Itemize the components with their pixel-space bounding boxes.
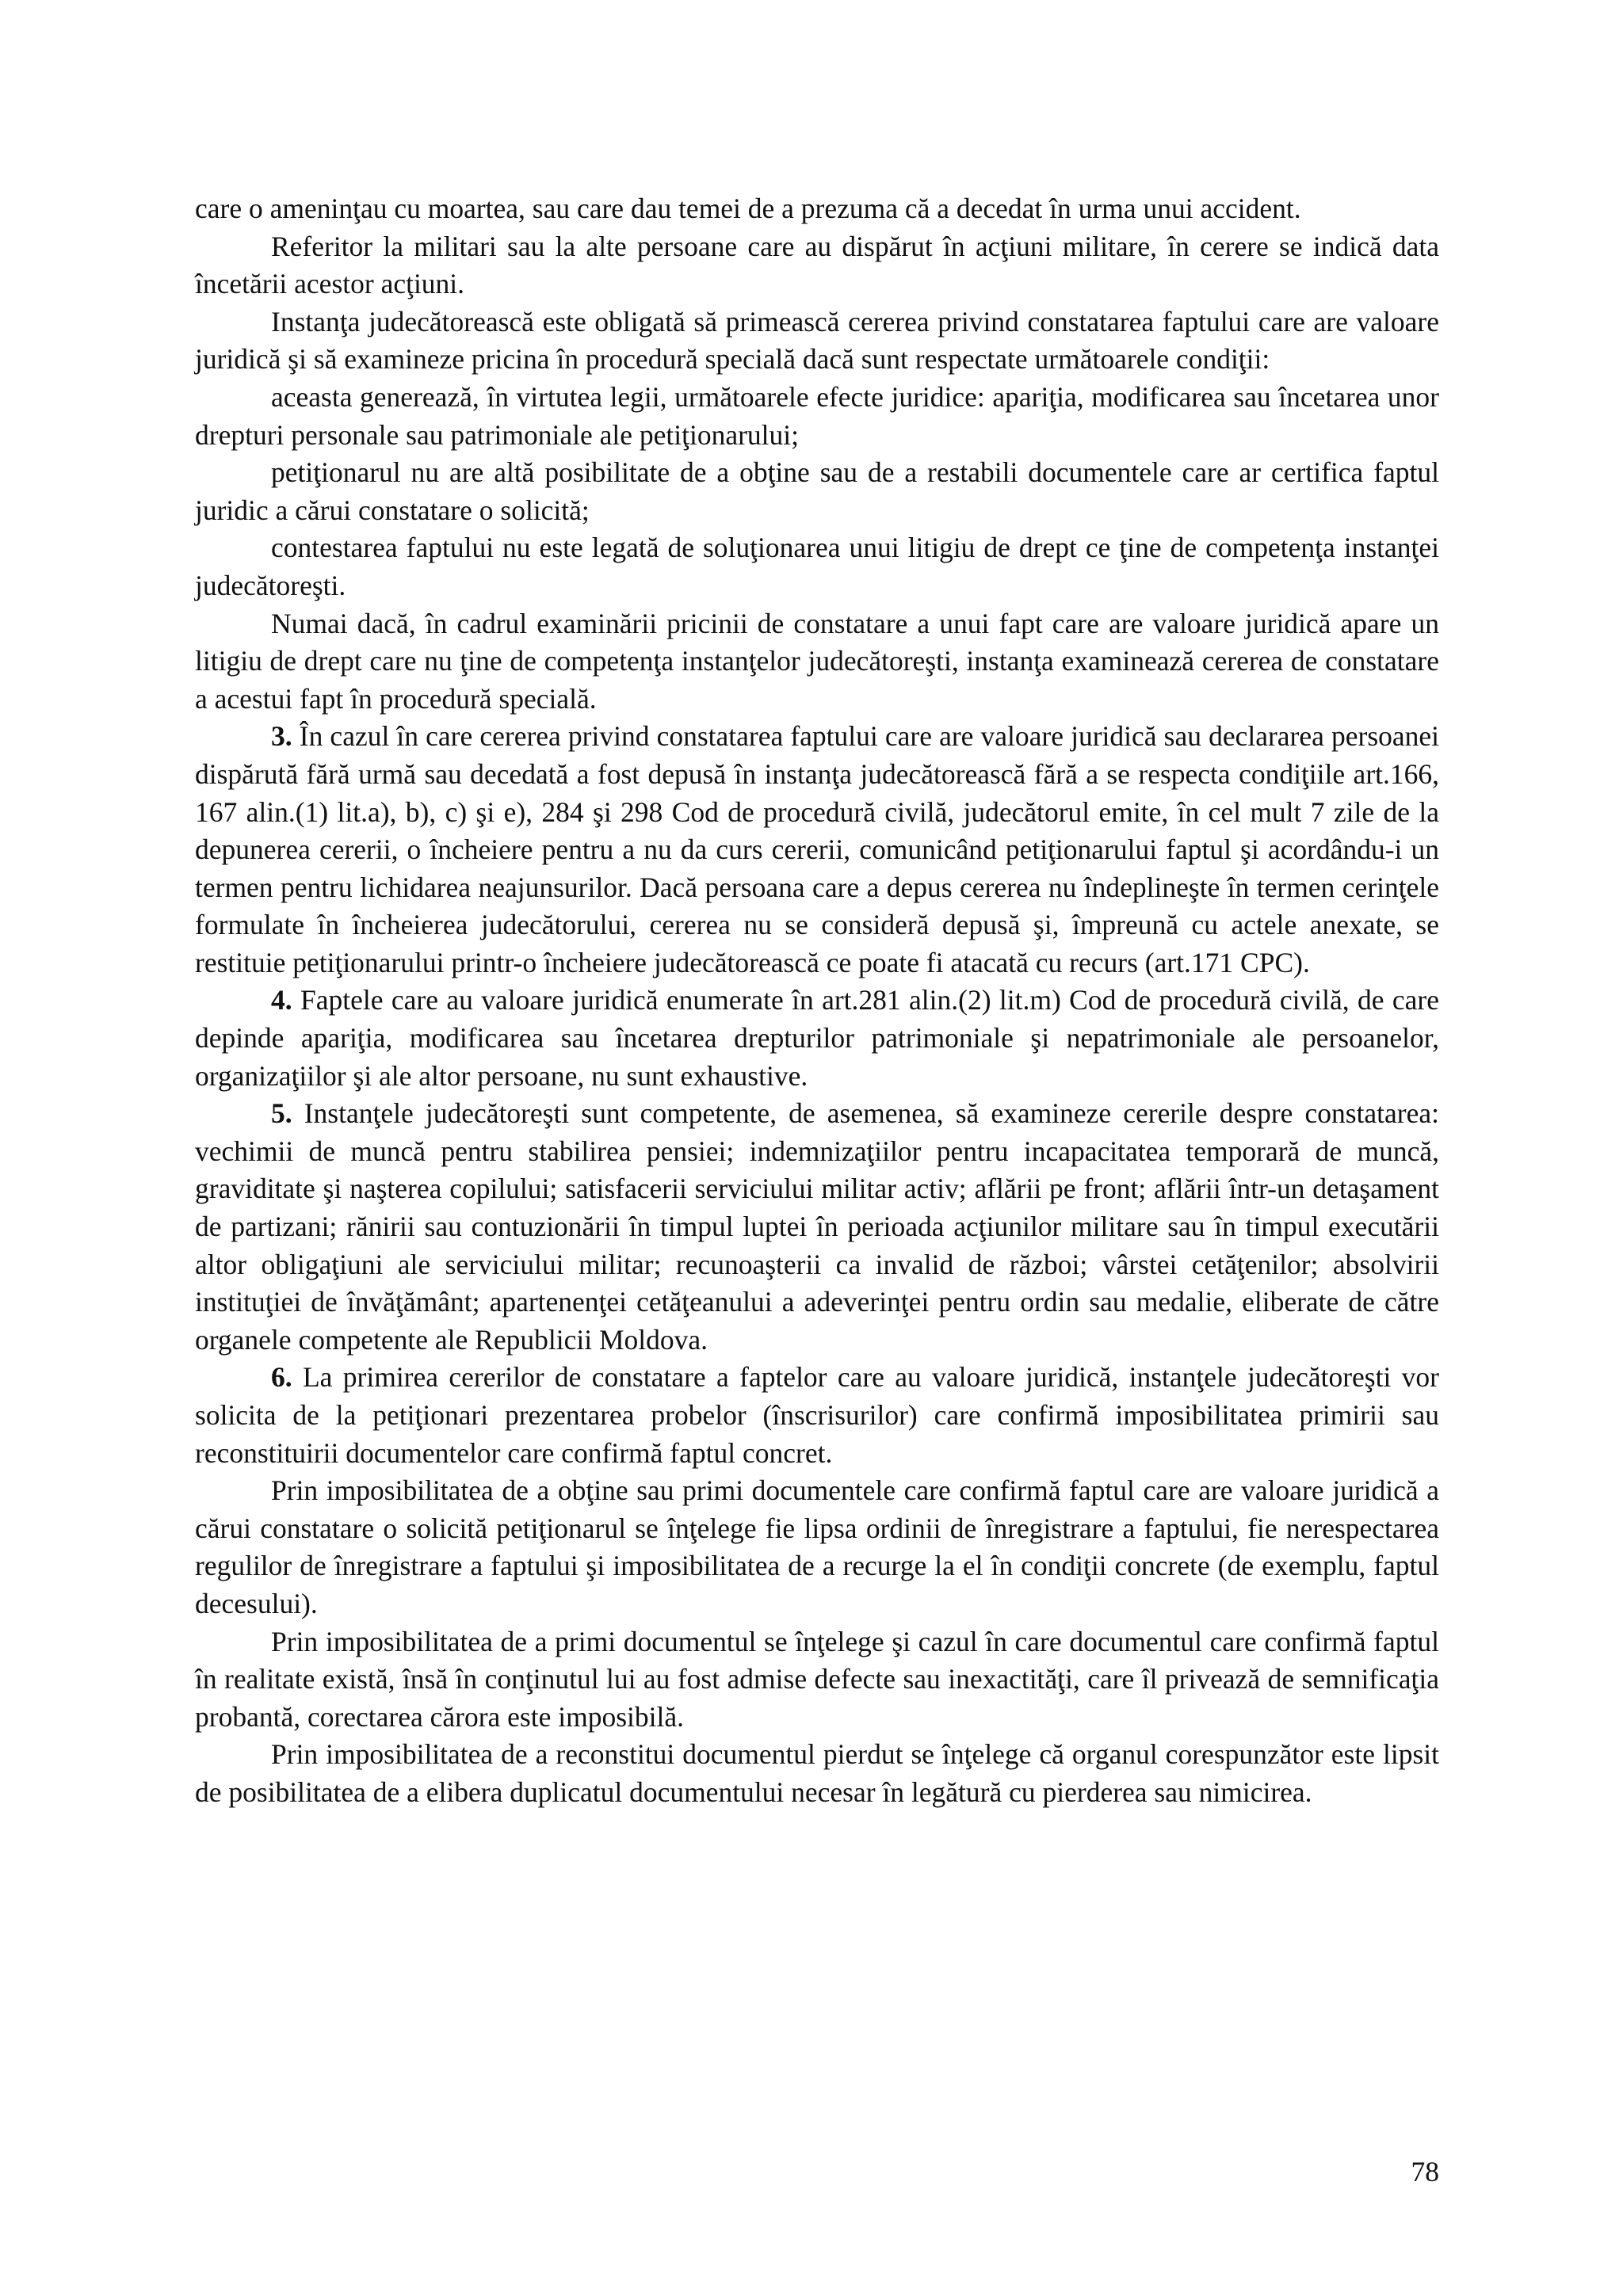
paragraph xyxy=(195,303,1439,379)
paragraph xyxy=(195,605,1439,719)
paragraph-text: Instanţa judecătorească este obligată să primească cererea privind constatarea faptului care are valoare juridică şi să examineze pricina în procedură specială dacă sunt respectate următoarele condiţii: xyxy=(195,305,1439,376)
paragraph-number: 6. xyxy=(271,1361,292,1394)
paragraph-text: Prin imposibilitatea de a obţine sau primi documentele care confirmă faptul care are valoare juridică a cărui constatare o solicită petiţionarul se înţelege fie lipsa ordinii de înregistrare a faptului, fie nerespectarea regulilor de înregistrare a faptului şi imposibilitatea de a recurge la el în condiţii concrete (de exemplu, faptul decesului). xyxy=(195,1474,1439,1619)
paragraph xyxy=(195,454,1439,529)
document-body xyxy=(195,190,1439,1812)
paragraph xyxy=(195,1736,1439,1811)
paragraph-text: Faptele care au valoare juridică enumerate în art.281 alin.(2) lit.m) Cod de procedură civilă, de care depinde apariţia, modificarea sau încetarea drepturilor patrimoniale şi nepatrimoniale ale persoanelor, organizaţiilor şi ale altor persoane, nu sunt exhaustive. xyxy=(195,984,1440,1092)
paragraph-continuation xyxy=(195,190,1439,228)
paragraph xyxy=(195,379,1439,454)
paragraph-text: Referitor la militari sau la alte persoane care au dispărut în acţiuni militare, în cerere se indică data încetării acestor acţiuni. xyxy=(195,230,1439,300)
paragraph-text: La primirea cererilor de constatare a faptelor care au valoare juridică, instanţele judecătoreşti vor solicita de la petiţionari prezentarea probelor (înscrisurilor) care confirmă imposibilitatea primirii sau reconstituirii documentelor care confirmă faptul concret. xyxy=(195,1361,1440,1469)
paragraph-text: care o ameninţau cu moartea, sau care dau temei de a prezuma că a decedat în urma unui accident. xyxy=(195,193,1301,224)
paragraph xyxy=(195,1623,1439,1737)
paragraph xyxy=(195,529,1439,605)
paragraph xyxy=(195,1472,1439,1623)
numbered-paragraph-4 xyxy=(195,982,1439,1095)
paragraph-text: aceasta generează, în virtutea legii, următoarele efecte juridice: apariţia, modificarea sau încetarea unor drepturi personale sau patrimoniale ale petiţionarului; xyxy=(195,380,1439,451)
page-number: 78 xyxy=(1411,2156,1439,2187)
paragraph-text: Numai dacă, în cadrul examinării pricinii de constatare a unui fapt care are valoare juridică apare un litigiu de drept care nu ţine de competenţa instanţelor judecătoreşti, instanţa examinează cererea de constatare a acestui fapt în procedură specială. xyxy=(195,607,1439,715)
numbered-paragraph-5 xyxy=(195,1095,1439,1359)
paragraph-number: 5. xyxy=(271,1097,292,1130)
numbered-paragraph-6 xyxy=(195,1359,1439,1472)
paragraph-text: contestarea faptului nu este legată de soluţionarea unui litigiu de drept ce ţine de competenţa instanţei judecătoreşti. xyxy=(195,532,1439,601)
paragraph-number: 3. xyxy=(271,720,292,753)
paragraph-text: Prin imposibilitatea de a primi documentul se înţelege şi cazul în care documentul care confirmă faptul în realitate există, însă în conţinutul lui au fost admise defecte sau inexactităţi, care îl privează de semnificaţia probantă, corectarea cărora este imposibilă. xyxy=(195,1625,1439,1733)
paragraph xyxy=(195,228,1439,303)
numbered-paragraph-3 xyxy=(195,718,1439,982)
paragraph-number: 4. xyxy=(271,984,292,1016)
paragraph-text: În cazul în care cererea privind constatarea faptului care are valoare juridică sau declararea persoanei dispărută fără urmă sau decedată a fost depusă în instanţa judecătorească fără a se respecta condiţiile art.166, 167 alin.(1) lit.a), b), c) şi e), 284 şi 298 Cod de procedură civilă, judecătorul emite, în cel mult 7 zile de la depunerea cererii, o încheiere pentru a nu da curs cererii, comunicând petiţionarului faptul şi acordându-i un termen pentru lichidarea neajunsurilor. Dacă persoana care a depus cererea nu îndeplineşte în termen cerinţele formulate în încheierea judecătorului, cererea nu se consideră depusă şi, împreună cu actele anexate, se restituie petiţionarului printr-o încheiere judecătorească ce poate fi atacată cu recurs (art.171 CPC). xyxy=(195,720,1440,978)
paragraph-text: Instanţele judecătoreşti sunt competente, de asemenea, să examineze cererile despre constatarea: vechimii de muncă pentru stabilirea pensiei; indemnizaţiilor pentru incapacitatea temporară de muncă, graviditate şi naşterea copilului; satisfacerii serviciului militar activ; aflării pe front; aflării într-un detaşament de partizani; rănirii sau contuzionării în timpul luptei în perioada acţiunilor militare sau în timpul executării altor obligaţiuni ale serviciului militar; recunoaşterii ca invalid de război; vârstei cetăţenilor; absolvirii instituţiei de învăţământ; apartenenţei cetăţeanului a adeverinţei pentru ordin sau medalie, eliberate de către organele competente ale Republicii Moldova. xyxy=(195,1097,1440,1356)
paragraph-text: Prin imposibilitatea de a reconstitui documentul pierdut se înţelege că organul corespunzător este lipsit de posibilitatea de a elibera duplicatul documentului necesar în legătură cu pierderea sau nimicirea. xyxy=(195,1738,1439,1808)
paragraph-text: petiţionarul nu are altă posibilitate de a obţine sau de a restabili documentele care ar certifica faptul juridic a cărui constatare o solicită; xyxy=(195,456,1439,526)
